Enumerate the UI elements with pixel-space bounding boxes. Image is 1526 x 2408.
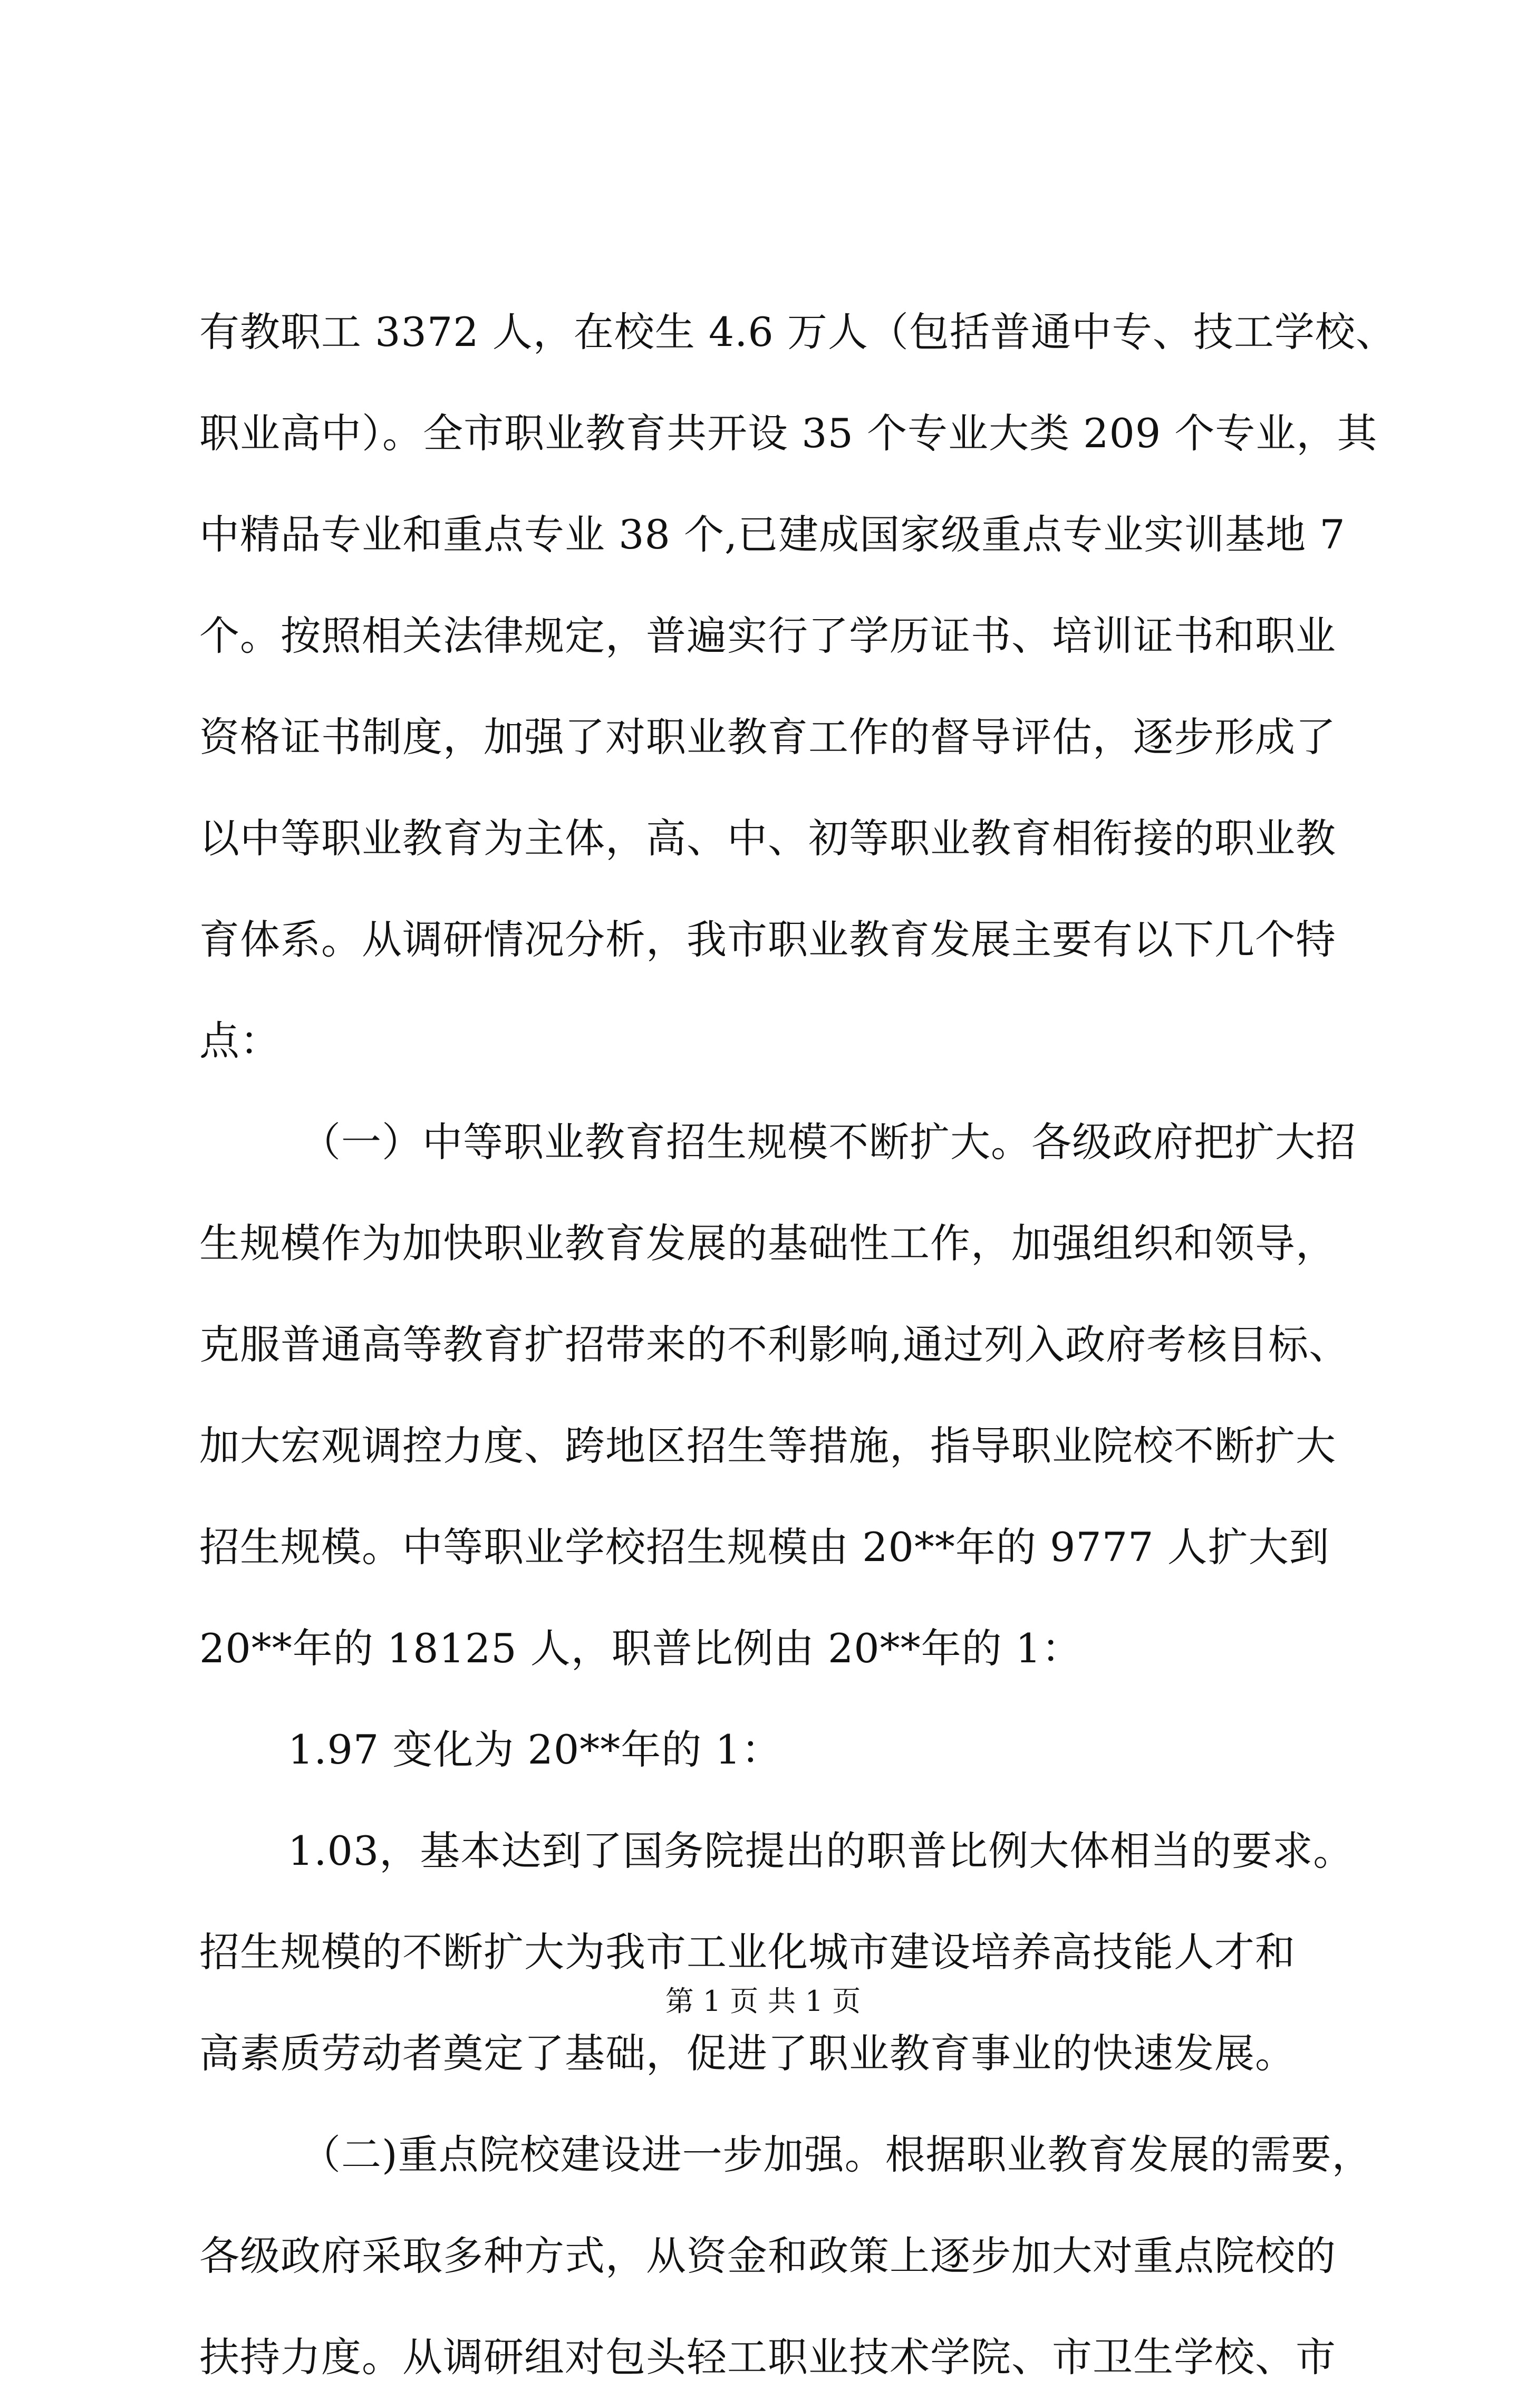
- text-line-6: 以中等职业教育为主体，高、中、初等职业教育相衔接的职业教: [199, 815, 1336, 862]
- text-line-18: 高素质劳动者奠定了基础，促进了职业教育事业的快速发展。: [199, 2030, 1296, 2077]
- text-line-13: 招生规模。中等职业学校招生规模由 20**年的 9777 人扩大到: [199, 1524, 1330, 1571]
- text-line-20: 各级政府采取多种方式，从资金和政策上逐步加大对重点院校的: [199, 2232, 1336, 2279]
- text-line-10: 生规模作为加快职业教育发展的基础性工作，加强组织和领导，: [199, 1220, 1336, 1267]
- text-line-12: 加大宏观调控力度、跨地区招生等措施，指导职业院校不断扩大: [199, 1422, 1336, 1469]
- text-line-2: 职业高中）。全市职业教育共开设 35 个专业大类 209 个专业，其: [199, 410, 1378, 457]
- text-line-21: 扶持力度。从调研组对包头轻工职业技术学院、市卫生学校、市: [199, 2334, 1336, 2381]
- text-line-3: 中精品专业和重点专业 38 个,已建成国家级重点专业实训基地 7: [199, 511, 1346, 558]
- page-footer: 第 1 页 共 1 页: [665, 1985, 861, 2018]
- text-line-1: 有教职工 3372 人，在校生 4.6 万人（包括普通中专、技工学校、: [199, 309, 1396, 355]
- text-line-5: 资格证书制度，加强了对职业教育工作的督导评估，逐步形成了: [199, 714, 1336, 760]
- text-line-4: 个。按照相关法律规定，普遍实行了学历证书、培训证书和职业: [199, 612, 1336, 659]
- text-line-16: 1.03，基本达到了国务院提出的职普比例大体相当的要求。: [288, 1827, 1354, 1874]
- text-line-14: 20**年的 18125 人，职普比例由 20**年的 1：: [199, 1625, 1083, 1672]
- text-line-7: 育体系。从调研情况分析，我市职业教育发展主要有以下几个特: [199, 916, 1336, 963]
- text-line-8: 点：: [199, 1017, 281, 1064]
- text-line-17: 招生规模的不断扩大为我市工业化城市建设培养高技能人才和: [199, 1929, 1296, 1976]
- text-line-11: 克服普通高等教育扩招带来的不利影响,通过列入政府考核目标、: [199, 1321, 1350, 1368]
- document-body: [199, 282, 1396, 2408]
- text-line-15: 1.97 变化为 20**年的 1：: [288, 1726, 782, 1773]
- section-heading-1: （一）中等职业教育招生规模不断扩大。各级政府把扩大招: [301, 1119, 1356, 1166]
- section-heading-2: （二)重点院校建设进一步加强。根据职业教育发展的需要，: [301, 2131, 1373, 2178]
